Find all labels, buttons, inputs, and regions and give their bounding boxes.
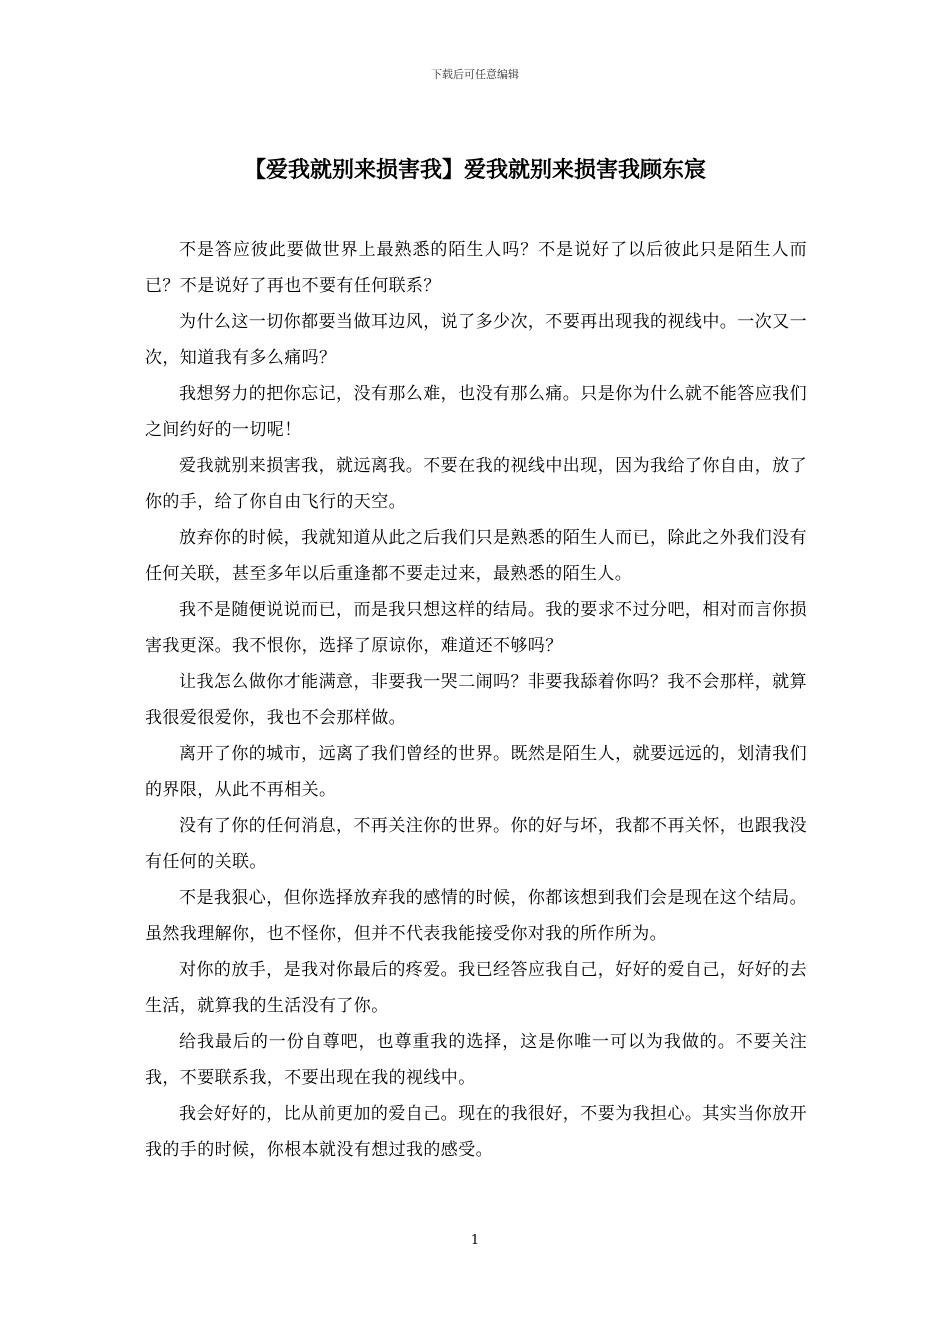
paragraph: 没有了你的任何消息，不再关注你的世界。你的好与坏，我都不再关怀，也跟我没有任何的关联。 xyxy=(145,816,807,872)
paragraph: 爱我就别来损害我，就远离我。不要在我的视线中出现，因为我给了你自由，放了你的手，给了你自由飞行的天空。 xyxy=(145,456,807,512)
document-title: 【爱我就别来损害我】爱我就别来损害我顾东宸 xyxy=(243,158,706,183)
paragraph: 我不是随便说说而已，而是我只想这样的结局。我的要求不过分吧，相对而言你损害我更深。我不恨你，选择了原谅你，难道还不够吗？ xyxy=(145,600,807,656)
header-note: 下载后可任意编辑 xyxy=(431,68,519,81)
paragraph: 我会好好的，比从前更加的爱自己。现在的我很好，不要为我担心。其实当你放开我的手的时候，你根本就没有想过我的感受。 xyxy=(145,1104,807,1160)
page-number: 1 xyxy=(470,1233,480,1248)
paragraph: 给我最后的一份自尊吧，也尊重我的选择，这是你唯一可以为我做的。不要关注我，不要联系我，不要出现在我的视线中。 xyxy=(145,1032,807,1088)
paragraph: 离开了你的城市，远离了我们曾经的世界。既然是陌生人，就要远远的，划清我们的界限，从此不再相关。 xyxy=(145,744,807,800)
paragraph: 不是答应彼此要做世界上最熟悉的陌生人吗？不是说好了以后彼此只是陌生人而已？不是说好了再也不要有任何联系？ xyxy=(145,240,807,296)
paragraph: 不是我狠心，但你选择放弃我的感情的时候，你都该想到我们会是现在这个结局。虽然我理解你，也不怪你，但并不代表我能接受你对我的所作所为。 xyxy=(145,888,807,944)
paragraph: 我想努力的把你忘记，没有那么难，也没有那么痛。只是你为什么就不能答应我们之间约好的一切呢！ xyxy=(145,384,807,440)
paragraph: 对你的放手，是我对你最后的疼爱。我已经答应我自己，好好的爱自己，好好的去生活，就算我的生活没有了你。 xyxy=(145,960,807,1016)
paragraph: 为什么这一切你都要当做耳边风，说了多少次，不要再出现我的视线中。一次又一次，知道我有多么痛吗？ xyxy=(145,312,807,368)
document-body xyxy=(145,232,807,1168)
paragraph: 让我怎么做你才能满意，非要我一哭二闹吗？非要我舔着你吗？我不会那样，就算我很爱很爱你，我也不会那样做。 xyxy=(145,672,807,728)
paragraph: 放弃你的时候，我就知道从此之后我们只是熟悉的陌生人而已，除此之外我们没有任何关联，甚至多年以后重逢都不要走过来，最熟悉的陌生人。 xyxy=(145,528,807,584)
